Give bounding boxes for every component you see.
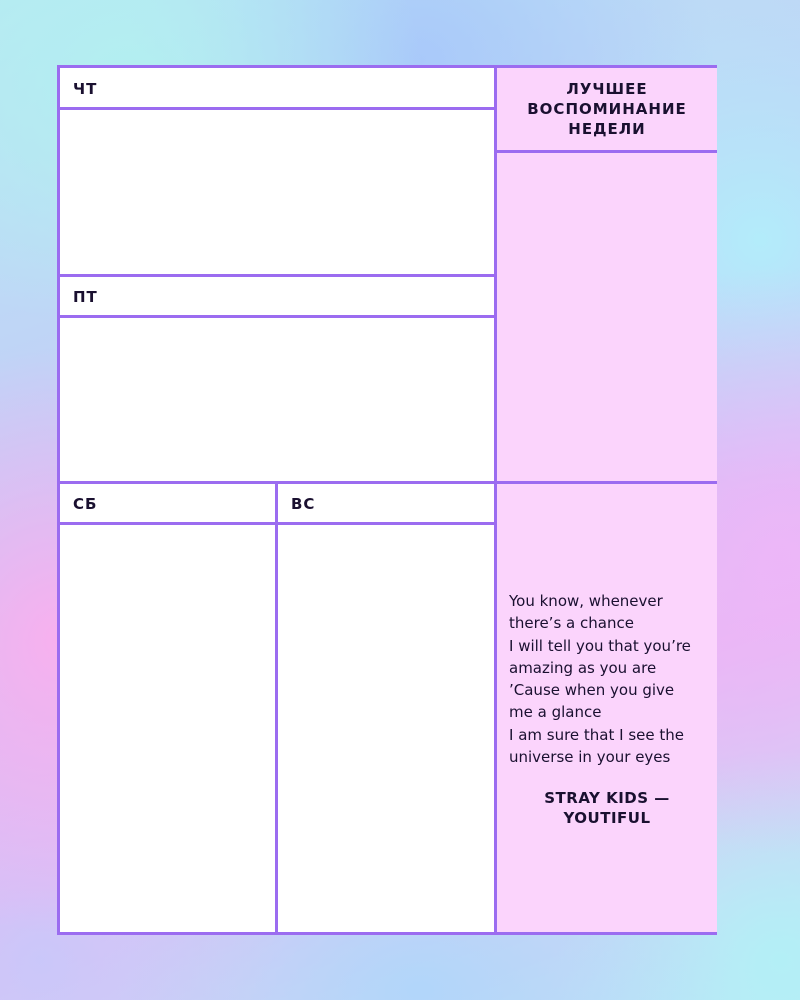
fri-notes-area[interactable] xyxy=(60,318,494,481)
thu-notes-area[interactable] xyxy=(60,110,494,274)
quote-lyrics: You know, whenever there’s a chance I will tell you that you’re amazing as you are ’Cause when you give me a glance I am sure that I see the universe in your eyes xyxy=(509,592,691,767)
day-label-fri: ПТ xyxy=(73,288,98,306)
day-label-sun: ВС xyxy=(291,495,316,513)
sun-notes-area[interactable] xyxy=(278,525,494,932)
weekly-planner-sheet xyxy=(57,65,717,935)
best-memory-title: ЛУЧШЕЕ ВОСПОМИНАНИЕ НЕДЕЛИ xyxy=(527,80,687,138)
quote-credit: STRAY KIDS — YOUTIFUL xyxy=(544,789,670,827)
sat-notes-area[interactable] xyxy=(60,525,275,932)
best-memory-header-line xyxy=(497,150,717,153)
thu-bottom-line xyxy=(60,274,494,277)
day-label-sat: СБ xyxy=(73,495,98,513)
day-label-thu: ЧТ xyxy=(73,80,98,98)
fri-bottom-line xyxy=(60,481,717,484)
